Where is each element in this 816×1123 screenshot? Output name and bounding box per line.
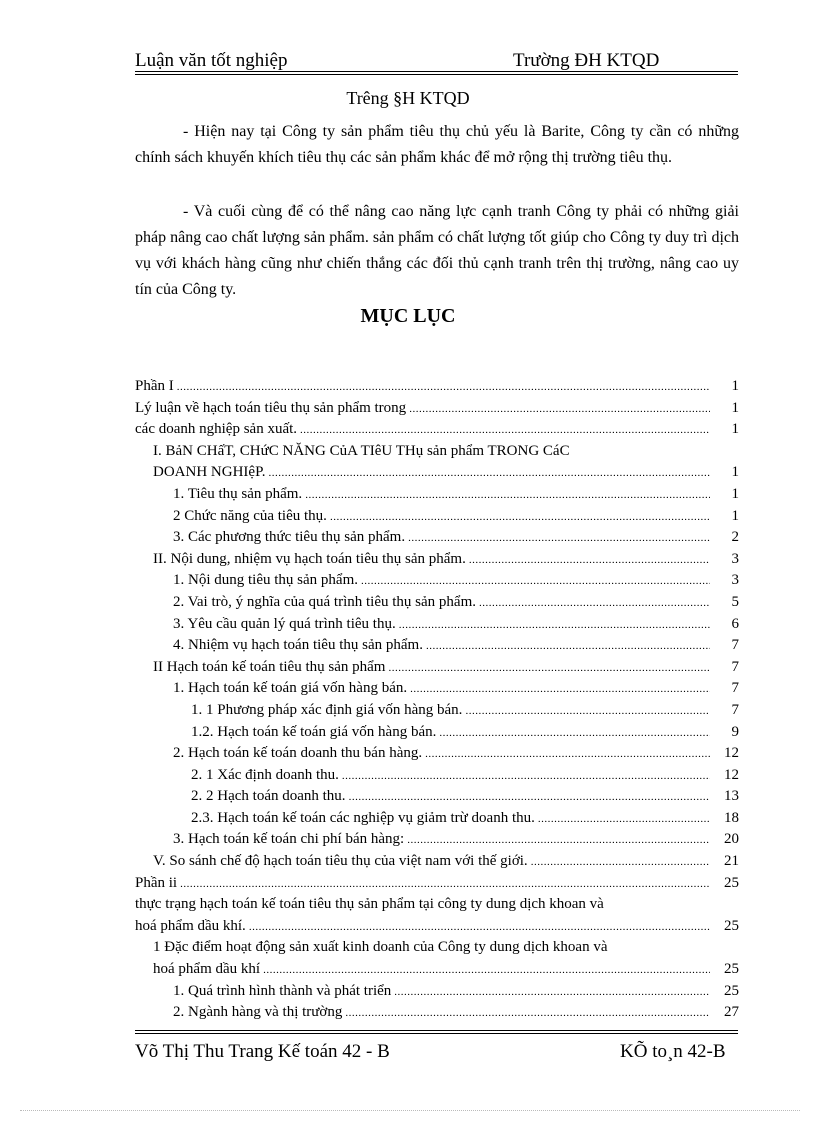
- toc-entry-page: 27: [724, 1004, 739, 1021]
- toc-entry-label: 1. Tiêu thụ sản phẩm.: [173, 485, 303, 502]
- toc-entry-page: 7: [731, 637, 739, 654]
- toc-entry-page: 9: [731, 723, 739, 740]
- toc-dot-leader: [361, 571, 710, 593]
- toc-entry-page: 1: [731, 421, 739, 438]
- toc-entry: [135, 743, 739, 765]
- footer-rule-top: [135, 1030, 738, 1031]
- toc-entry-page: 25: [724, 982, 739, 999]
- toc-dot-leader: [408, 528, 710, 550]
- toc-entry-page: 1: [731, 378, 739, 394]
- toc-entry-page: 5: [731, 593, 739, 610]
- toc-dot-leader: [425, 744, 710, 766]
- header-rule-top: [135, 71, 738, 72]
- toc-dot-leader: [300, 420, 710, 442]
- toc-entry: [135, 1002, 739, 1024]
- toc-entry: [135, 959, 739, 981]
- toc-entry-page: 3: [731, 572, 739, 589]
- toc-entry-label: II. Nội dung, nhiệm vụ hạch toán tiêu thụ sản phẩm.: [153, 550, 466, 567]
- toc-entry-label: V. So sánh chế độ hạch toán tiêu thụ của việt nam với thế giới.: [153, 853, 528, 870]
- toc-dot-leader: [465, 701, 710, 723]
- toc-entry-label: 1. Nội dung tiêu thụ sản phẩm.: [173, 572, 358, 589]
- toc-dot-leader: [263, 960, 710, 982]
- toc-dot-leader: [399, 615, 710, 637]
- toc-dot-leader: [180, 874, 710, 896]
- toc-entry-label: II Hạch toán kế toán tiêu thụ sản phẩm: [153, 658, 386, 675]
- toc-entry-page: 1: [731, 485, 739, 502]
- toc-entry-label: Lý luận về hạch toán tiêu thụ sản phẩm trong: [135, 399, 407, 416]
- toc-dot-leader: [407, 830, 710, 852]
- toc-entry: [135, 614, 739, 636]
- toc-entry-page: 13: [724, 788, 739, 805]
- toc-entry-page: 25: [724, 961, 739, 978]
- footer-rule-bottom: [135, 1033, 738, 1034]
- header-thesis-label: Luận văn tốt nghiệp: [135, 50, 288, 71]
- toc-dot-leader: [394, 982, 710, 1004]
- toc-entry-label: 1. Hạch toán kế toán giá vốn hàng bán.: [173, 680, 408, 697]
- header-school-label: Trường ĐH KTQD: [513, 50, 660, 71]
- toc-entry-label: 1 Đặc điểm hoạt động sản xuất kinh doanh của Công ty dung dịch khoan và: [153, 939, 608, 956]
- toc-entry-label: 4. Nhiệm vụ hạch toán tiêu thụ sản phẩm.: [173, 637, 423, 654]
- toc-dot-leader: [388, 658, 710, 680]
- toc-entry-label: Phần I: [135, 378, 174, 394]
- toc-dot-leader: [305, 485, 710, 507]
- toc-entry: [135, 419, 739, 441]
- toc-dot-leader: [342, 766, 710, 788]
- toc-entry-label: 2. 1 Xác định doanh thu.: [191, 766, 339, 783]
- toc-entry: [135, 398, 739, 420]
- toc-entry-label: các doanh nghiệp sản xuất.: [135, 421, 298, 438]
- toc-entry-page: 3: [731, 550, 739, 567]
- toc-entry-page: 20: [724, 831, 739, 848]
- toc-title: MỤC LỤC: [360, 305, 456, 327]
- toc-entry: [135, 700, 739, 722]
- toc-dot-leader: [531, 852, 710, 874]
- toc-dot-leader: [410, 679, 710, 701]
- toc-entry: [135, 484, 739, 506]
- toc-entry-page: 25: [724, 917, 739, 934]
- toc-entry-label: 3. Yêu cầu quản lý quá trình tiêu thụ.: [173, 615, 396, 632]
- running-subheader: Trêng §H KTQD: [346, 88, 470, 108]
- toc-entry-label: Phần ii: [135, 874, 178, 891]
- toc-entry: [135, 527, 739, 549]
- toc-entry-page: 25: [724, 874, 739, 891]
- toc-entry: [135, 851, 739, 873]
- toc-entry-page: 18: [724, 809, 739, 826]
- toc-entry: [135, 786, 739, 808]
- toc-entry: [135, 441, 739, 463]
- toc-entry: [135, 570, 739, 592]
- toc-entry: [135, 549, 739, 571]
- toc-entry-page: 1: [731, 399, 739, 416]
- toc-entry-label: 3. Các phương thức tiêu thụ sản phẩm.: [173, 529, 406, 546]
- toc-dot-leader: [426, 636, 710, 658]
- toc-entry-label: 2. Hạch toán kế toán doanh thu bán hàng.: [173, 745, 423, 762]
- toc-entry: [135, 894, 739, 916]
- footer-class: KÕ to¸n 42-B: [620, 1041, 726, 1062]
- header-rule-bottom: [135, 74, 738, 75]
- toc-entry-label: 2. Ngành hàng và thị trường: [173, 1004, 343, 1021]
- toc-entry-label: 2. Vai trò, ý nghĩa của quá trình tiêu thụ sản phẩm.: [173, 593, 476, 610]
- toc-entry: [135, 808, 739, 830]
- toc-entry-label: 2 Chức năng của tiêu thụ.: [173, 507, 327, 524]
- toc-dot-leader: [479, 593, 710, 615]
- toc-entry-label: I. BảN CHấT, CHứC NĂNG CủA TIêU THụ sản phẩm TRONG CáC: [153, 442, 570, 459]
- toc-dot-leader: [177, 377, 710, 399]
- toc-entry-page: 7: [731, 658, 739, 675]
- toc-entry-label: 1. Quá trình hình thành và phát triển: [173, 982, 392, 999]
- toc-entry-page: 12: [724, 745, 739, 762]
- toc-dot-leader: [538, 809, 710, 831]
- toc-entry-label: 1.2. Hạch toán kế toán giá vốn hàng bán.: [191, 723, 437, 740]
- toc-entry: [135, 657, 739, 679]
- table-of-contents: [135, 376, 739, 1024]
- toc-dot-leader: [330, 507, 710, 529]
- footer-author: Võ Thị Thu Trang Kế toán 42 - B: [135, 1041, 390, 1062]
- toc-dot-leader: [409, 399, 710, 421]
- paragraph-2: - Và cuối cùng để có thể nâng cao năng lực cạnh tranh Công ty phải có những giải pháp nâng cao chất lượng sản phẩm. sản phẩm có chất lượng tốt giúp cho Công ty duy trì dịch vụ với khách hàng cũng như chiến thắng các đối thủ cạnh tranh trên thị trường, nâng cao uy tín của Công ty.: [135, 203, 739, 298]
- toc-dot-leader: [345, 1003, 710, 1025]
- toc-entry: [135, 592, 739, 614]
- toc-entry-label: 2. 2 Hạch toán doanh thu.: [191, 788, 346, 805]
- toc-entry-label: DOANH NGHIệP.: [153, 464, 266, 481]
- toc-entry: [135, 635, 739, 657]
- toc-entry-label: 3. Hạch toán kế toán chi phí bán hàng:: [173, 831, 405, 848]
- toc-entry-page: 6: [731, 615, 739, 632]
- toc-entry: [135, 376, 739, 398]
- toc-dot-leader: [249, 917, 710, 939]
- toc-entry: [135, 829, 739, 851]
- toc-dot-leader: [439, 723, 710, 745]
- page-boundary: [20, 1110, 800, 1111]
- toc-entry: [135, 462, 739, 484]
- toc-entry: [135, 937, 739, 959]
- toc-entry: [135, 722, 739, 744]
- toc-entry-page: 2: [731, 529, 739, 546]
- toc-entry: [135, 916, 739, 938]
- toc-entry-page: 1: [731, 507, 739, 524]
- toc-entry: [135, 981, 739, 1003]
- toc-entry-label: 2.3. Hạch toán kế toán các nghiệp vụ giảm trừ doanh thu.: [191, 809, 535, 826]
- toc-entry: [135, 678, 739, 700]
- toc-dot-leader: [469, 550, 710, 572]
- toc-entry: [135, 765, 739, 787]
- toc-entry-page: 7: [731, 701, 739, 718]
- paragraph-1: - Hiện nay tại Công ty sản phẩm tiêu thụ chủ yếu là Barite, Công ty cần có những chính sách khuyến khích tiêu thụ các sản phẩm khác để mở rộng thị trường tiêu thụ.: [135, 123, 739, 166]
- toc-entry-page: 12: [724, 766, 739, 783]
- toc-dot-leader: [269, 463, 711, 485]
- toc-entry-label: thực trạng hạch toán kế toán tiêu thụ sản phẩm tại công ty dung dịch khoan và: [135, 896, 604, 913]
- toc-entry-page: 21: [724, 853, 739, 870]
- toc-dot-leader: [349, 787, 710, 809]
- toc-entry-page: 1: [731, 464, 739, 481]
- toc-entry-label: hoá phẩm dầu khí.: [135, 917, 246, 934]
- toc-entry-page: 7: [731, 680, 739, 697]
- toc-entry: [135, 506, 739, 528]
- toc-entry-label: 1. 1 Phương pháp xác định giá vốn hàng bán.: [191, 701, 463, 718]
- toc-entry: [135, 873, 739, 895]
- toc-entry-label: hoá phẩm dầu khí: [153, 961, 261, 978]
